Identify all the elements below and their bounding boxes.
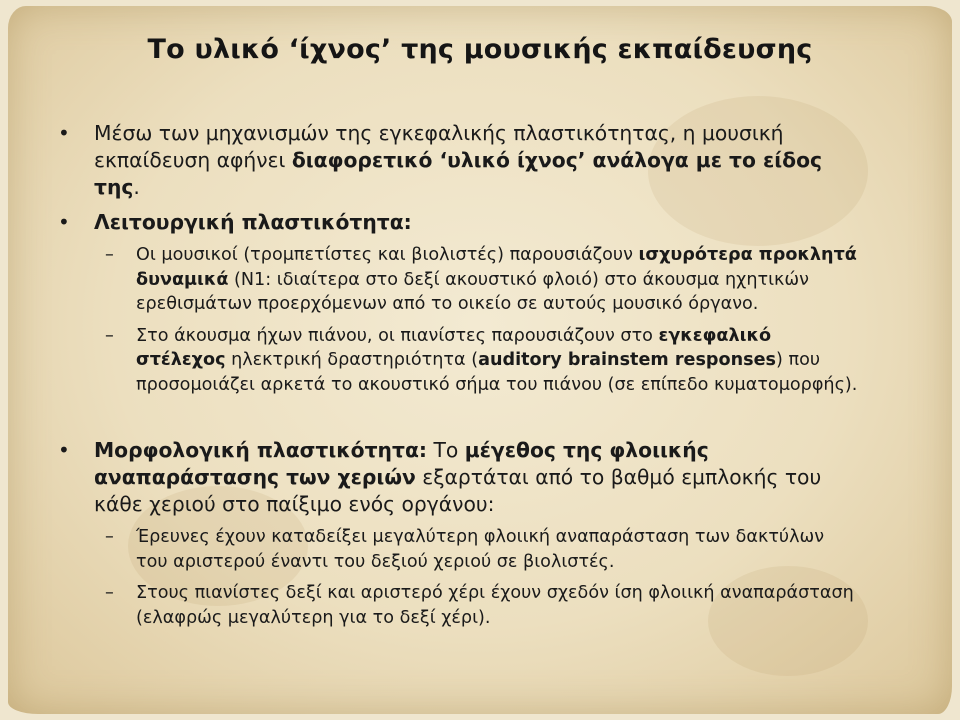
- dash-icon: –: [105, 325, 114, 346]
- dash-icon: –: [105, 527, 114, 547]
- subbullet-item: [58, 243, 858, 317]
- dash-icon: –: [105, 245, 114, 265]
- text-segment: .: [133, 175, 140, 199]
- text-segment: ) που προσομοιάζει αρκετά το ακουστικό σήμα του πιάνου (σε επίπεδο κυματομορφής).: [136, 350, 858, 395]
- subbullet-item: [58, 525, 858, 574]
- text-segment-bold: Λειτουργική πλαστικότητα:: [94, 210, 412, 234]
- subbullet-item: [58, 324, 858, 398]
- text-segment: ηλεκτρική δραστηριότητα (: [225, 350, 479, 370]
- subbullet-text: [136, 326, 857, 395]
- bullet-text: [94, 438, 821, 516]
- bullet-item: [58, 209, 858, 236]
- text-segment-bold: Μορφολογική πλαστικότητα:: [94, 438, 427, 462]
- text-segment: (N1: ιδιαίτερα στο δεξί ακουστικό φλοιό) στο άκουσμα ηχητικών ερεθισμάτων προερχόμενων από το οικείο σε αυτούς μουσικό όργανο.: [136, 269, 809, 314]
- text-segment: Στο άκουσμα ήχων πιάνου, οι πιανίστες παρουσιάζουν στο: [136, 325, 659, 346]
- bullet-dot-icon: •: [58, 438, 70, 462]
- bullet-text: [94, 121, 822, 199]
- slide-title: Το υλικό ‘ίχνος’ της μουσικής εκπαίδευσης: [147, 34, 813, 65]
- subbullet-text: Στους πιανίστες δεξί και αριστερό χέρι έχουν σχεδόν ίση φλοιική αναπαράσταση (ελαφρώς μεγαλύτερη για το δεξί χέρι).: [136, 583, 854, 628]
- text-segment: Μέσω των μηχανισμών της εγκεφαλικής πλαστικότητας, η μουσική εκπαίδευση αφήνει: [94, 121, 784, 172]
- text-segment-bold: διαφορετικό ‘υλικό ίχνος’ ανάλογα με το είδος της: [94, 148, 823, 199]
- text-segment: Το: [427, 438, 465, 462]
- subbullet-text: [136, 245, 857, 314]
- bullet-dot-icon: •: [58, 210, 70, 234]
- text-segment-bold: auditory brainstem responses: [478, 350, 777, 370]
- text-segment: εξαρτάται από το βαθμό εμπλοκής του κάθε χεριού στο παίξιμο ενός οργάνου:: [94, 465, 822, 516]
- bullet-item: [58, 120, 858, 201]
- text-segment: Οι μουσικοί (τρομπετίστες και βιολιστές) παρουσιάζουν: [136, 245, 639, 265]
- text-segment-bold: ισχυρότερα προκλητά δυναμικά: [136, 245, 857, 290]
- text-segment-bold: εγκεφαλικό στέλεχος: [136, 325, 772, 370]
- bullet-item: [58, 437, 858, 518]
- subbullet-item: [58, 581, 858, 630]
- slide-body: [58, 120, 858, 630]
- subbullet-text: Έρευνες έχουν καταδείξει μεγαλύτερη φλοιική αναπαράσταση των δακτύλων του αριστερού έναντι του δεξιού χεριού σε βιολιστές.: [136, 527, 825, 572]
- dash-icon: –: [105, 583, 114, 603]
- text-segment-bold: μέγεθος της φλοιικής αναπαράστασης των χεριών: [94, 438, 709, 489]
- bullet-dot-icon: •: [58, 121, 70, 145]
